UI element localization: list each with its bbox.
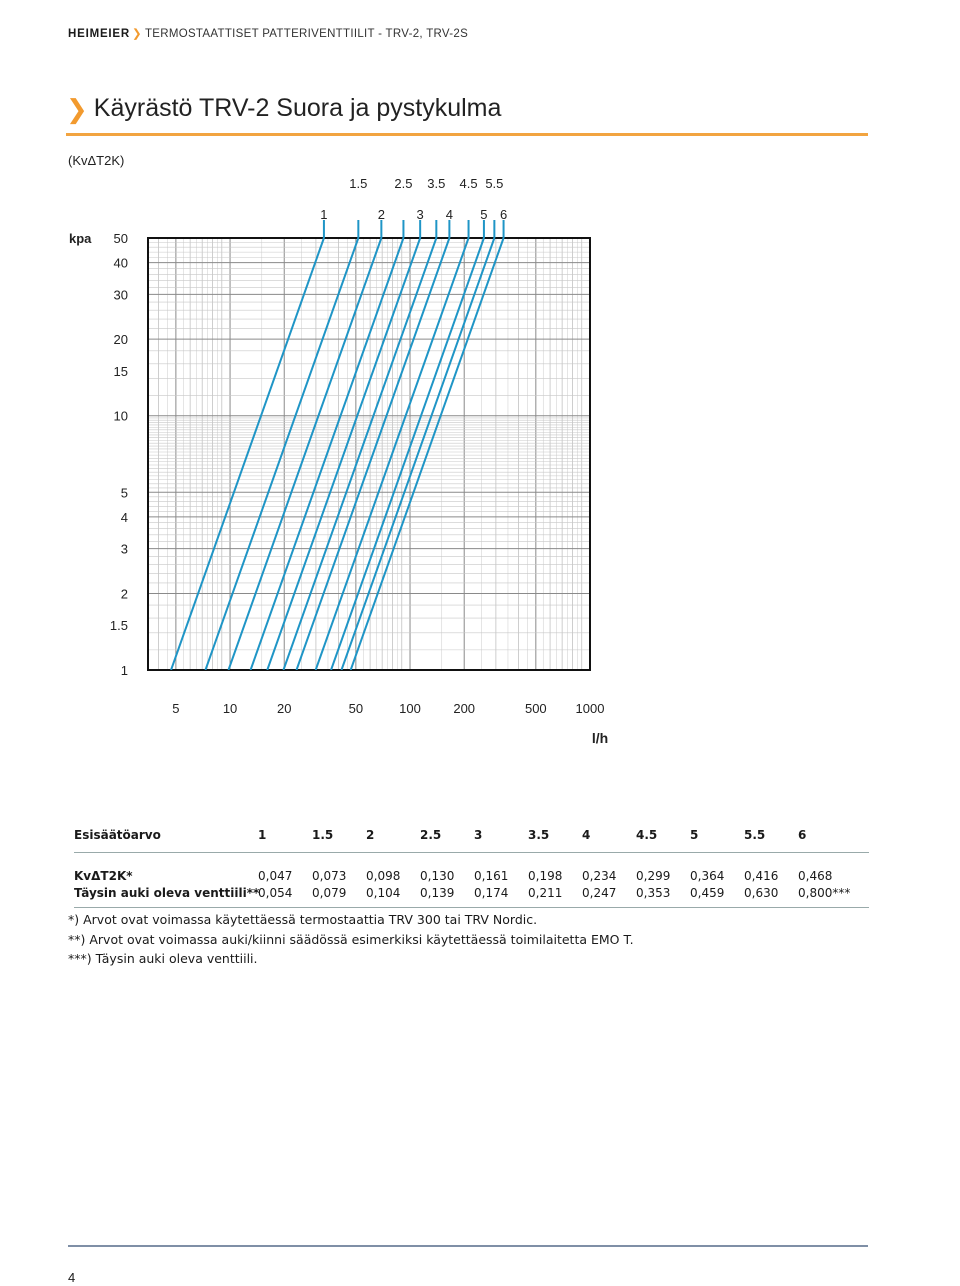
x-tick-label: 100 [399,701,421,716]
x-tick-label: 50 [348,701,364,716]
setting-value: 4 [582,828,591,842]
y-tick-label: 5 [120,485,128,501]
kv-open-value: 0,079 [312,885,347,900]
curve-label: 2 [377,207,385,222]
kv-open-value: 0,630 [744,885,779,900]
y-tick-label: 4 [120,509,128,525]
chart-container [0,140,960,765]
setting-value: 3 [474,828,483,842]
kv-open-value: 0,247 [582,885,617,900]
x-tick-label: 500 [524,701,547,716]
y-tick-label: 3 [120,541,128,557]
x-tick-label: 5 [172,701,180,716]
pressure-flow-chart [0,140,960,760]
setting-value: 1.5 [312,828,334,842]
kv-value: 0,098 [366,868,401,883]
table-row [74,867,869,884]
footnote: **) Arvot ovat voimassa auki/kiinni säädössä esimerkiksi käytettäessä toimilaitetta EMO T. [68,931,634,947]
brand-logo: HEIMEIER [68,28,130,40]
y-tick-label: 40 [113,255,128,271]
section-title: Käyrästö TRV-2 Suora ja pystykulma [93,94,502,122]
footnotes [68,910,634,969]
kv-value: 0,468 [798,868,833,883]
y-tick-label: 1.5 [109,618,128,634]
kv-open-value: 0,104 [366,885,401,900]
kv-value: 0,299 [636,868,671,883]
running-header [68,26,468,40]
curve-label: 1.5 [349,176,368,191]
x-tick-label: 1000 [575,701,605,716]
curve-label: 5 [480,207,488,222]
kv-value: 0,047 [258,868,293,883]
row-cells [258,886,852,900]
y-tick-label: 50 [113,231,128,246]
chevron-right-icon: ❯ [66,93,88,124]
kv-value: 0,234 [582,868,617,883]
curve-label: 4.5 [459,176,478,191]
setting-value: 5 [690,828,699,842]
curve-label: 4 [445,207,454,222]
kv-open-value: 0,459 [690,885,725,900]
curve-label: 2.5 [394,176,413,191]
footnote: *) Arvot ovat voimassa käytettäessä termostaattia TRV 300 tai TRV Nordic. [68,912,538,927]
setting-value: 2.5 [420,828,442,842]
x-tick-label: 20 [276,701,292,716]
table-header-label: Esisäätöarvo [74,828,161,842]
y-axis-label: kpa [69,231,92,246]
presetting-table [74,824,869,914]
x-axis-label: l/h [591,730,609,746]
row-cells [258,869,852,883]
y-tick-label: 10 [113,408,128,424]
y-tick-label: 1 [120,663,128,678]
setting-value: 6 [798,828,807,842]
x-tick-label: 200 [453,701,476,716]
section-heading [66,94,501,123]
footnote: ***) Täysin auki oleva venttiili. [68,951,258,966]
kv-value: 0,073 [312,868,347,883]
x-tick-label: 10 [222,701,238,716]
kv-value: 0,416 [744,868,779,883]
table-row [74,884,869,901]
curve-label: 1 [320,207,328,222]
kv-open-value: 0,211 [528,885,563,900]
footer-divider [68,1245,868,1247]
row-label: KvΔT2K* [74,868,133,883]
setting-value: 5.5 [744,828,766,842]
kv-open-value: 0,054 [258,885,293,900]
kv-open-value: 0,139 [420,885,455,900]
page-number: 4 [68,1270,76,1285]
table-divider [74,907,869,908]
row-label: Täysin auki oleva venttiili** [74,885,260,900]
setting-value: 2 [366,828,375,842]
kv-value: 0,364 [690,868,725,883]
curve-label: 6 [499,207,508,222]
kv-axis-label: (KvΔT2K) [68,153,125,168]
document-title: TERMOSTAATTISET PATTERIVENTTIILIT - TRV-2, TRV-2S [144,28,469,40]
kv-open-value: 0,800*** [798,885,851,900]
setting-value: 3.5 [528,828,550,842]
y-tick-label: 20 [113,332,128,348]
setting-value: 1 [258,828,267,842]
table-divider [74,852,869,853]
y-tick-label: 30 [113,287,128,303]
kv-open-value: 0,174 [474,885,509,900]
chevron-right-icon: ❯ [132,28,142,40]
curve-label: 5.5 [485,176,504,191]
title-divider [66,133,868,136]
table-header-cells [258,828,852,842]
kv-value: 0,130 [420,868,455,883]
curve-label: 3.5 [427,176,446,191]
curve-label: 3 [416,207,424,222]
kv-open-value: 0,353 [636,885,671,900]
table-header-row [74,824,869,846]
kv-value: 0,161 [474,868,509,883]
kv-value: 0,198 [528,868,563,883]
setting-value: 4.5 [636,828,658,842]
y-tick-label: 2 [120,586,128,602]
y-tick-label: 15 [113,363,128,379]
